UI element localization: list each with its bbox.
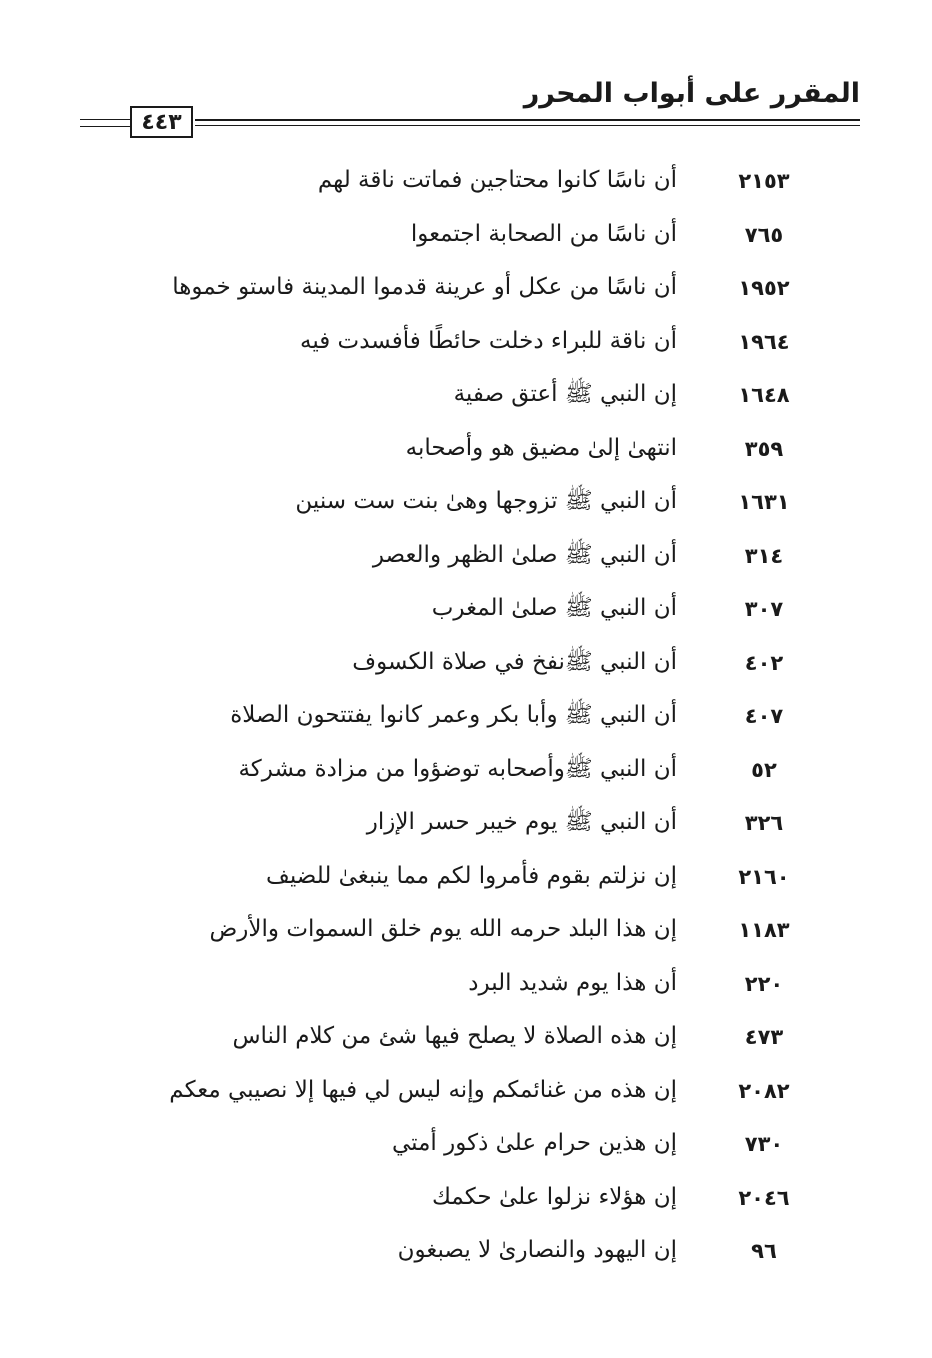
hadith-text: أن ناسًا من الصحابة اجتمعوا	[410, 220, 677, 247]
hadith-text: أن النبي ﷺ صلىٰ الظهر والعصر	[372, 541, 677, 568]
hadith-text: إن نزلتم بقوم فأمروا لكم مما ينبغىٰ للضيف	[266, 862, 677, 889]
hadith-text: أن النبي ﷺوأصحابه توضؤوا من مزادة مشركة	[238, 755, 677, 782]
index-row	[0, 425, 932, 479]
index-row	[0, 692, 932, 746]
index-row	[0, 478, 932, 532]
index-row	[0, 1227, 932, 1281]
hadith-number: ٣٥٩	[744, 436, 784, 461]
index-row	[0, 960, 932, 1014]
hadith-number: ١١٨٣	[738, 918, 790, 942]
index-row	[0, 1120, 932, 1174]
index-row	[0, 1174, 932, 1228]
header-rule-left-top	[80, 119, 130, 120]
hadith-number: ٢٠٤٦	[738, 1185, 790, 1210]
index-row	[0, 157, 932, 211]
hadith-text: إن النبي ﷺ أعتق صفية	[453, 381, 677, 407]
hadith-number: ١٩٦٤	[738, 329, 790, 354]
hadith-index-list	[0, 157, 932, 1281]
hadith-number: ٣١٤	[744, 543, 784, 568]
hadith-text: انتهىٰ إلىٰ مضيق هو وأصحابه	[405, 434, 677, 461]
index-row	[0, 746, 932, 800]
hadith-text: أن ناسًا من عكل أو عرينة قدموا المدينة فاستو خموها	[172, 274, 677, 300]
hadith-text: أن ناقة للبراء دخلت حائطًا فأفسدت فيه	[299, 327, 677, 354]
header-rule-thin	[195, 125, 860, 126]
hadith-number: ٢١٦٠	[738, 864, 790, 889]
hadith-number: ١٦٤٨	[738, 383, 790, 407]
index-row	[0, 799, 932, 853]
hadith-text: إن هذه من غنائمكم وإنه ليس لي فيها إلا نصيبي معكم	[169, 1076, 677, 1103]
header-rule-left-bottom	[80, 126, 130, 127]
hadith-number: ٥٢	[751, 757, 777, 782]
hadith-number: ٤٠٧	[744, 704, 784, 728]
index-row	[0, 906, 932, 960]
hadith-number: ٩٦	[751, 1239, 777, 1263]
index-row	[0, 211, 932, 265]
hadith-text: إن هؤلاء نزلوا علىٰ حكمك	[432, 1183, 677, 1210]
hadith-text: أن النبي ﷺنفخ في صلاة الكسوف	[352, 648, 677, 675]
hadith-text: أن النبي ﷺ يوم خيبر حسر الإزار	[366, 809, 677, 835]
hadith-text: إن هذه الصلاة لا يصلح فيها شئ من كلام الناس	[232, 1023, 677, 1049]
hadith-text: إن اليهود والنصارىٰ لا يصبغون	[397, 1237, 677, 1263]
index-row	[0, 532, 932, 586]
index-row	[0, 639, 932, 693]
index-row	[0, 318, 932, 372]
hadith-number: ٢٠٨٢	[738, 1078, 790, 1103]
hadith-text: أن النبي ﷺ تزوجها وهىٰ بنت ست سنين	[295, 488, 677, 514]
hadith-number: ٤٧٣	[744, 1025, 784, 1049]
index-row	[0, 264, 932, 318]
index-row	[0, 371, 932, 425]
hadith-number: ٤٠٢	[744, 650, 784, 675]
hadith-number: ٢٢٠	[744, 971, 784, 996]
hadith-number: ١٦٣١	[738, 490, 790, 514]
hadith-number: ١٩٥٢	[738, 276, 790, 300]
running-head-title: المقرر على أبواب المحرر	[523, 78, 860, 109]
hadith-number: ٧٣٠	[744, 1132, 784, 1156]
page-number: ٤٤٣	[130, 106, 193, 138]
hadith-number: ٢١٥٣	[738, 169, 790, 193]
hadith-text: إن هذا البلد حرمه الله يوم خلق السموات والأرض	[209, 916, 677, 942]
hadith-number: ٣٠٧	[744, 597, 784, 621]
hadith-number: ٧٦٥	[744, 222, 784, 247]
index-row	[0, 1067, 932, 1121]
hadith-text: أن هذا يوم شديد البرد	[468, 969, 677, 996]
index-row	[0, 853, 932, 907]
hadith-text: أن النبي ﷺ صلىٰ المغرب	[431, 595, 677, 621]
hadith-text: أن ناسًا كانوا محتاجين فماتت ناقة لهم	[317, 167, 677, 193]
hadith-number: ٣٢٦	[744, 811, 784, 835]
hadith-text: أن النبي ﷺ وأبا بكر وعمر كانوا يفتتحون الصلاة	[230, 702, 677, 728]
header-rule-thick	[195, 119, 860, 121]
index-row	[0, 585, 932, 639]
hadith-text: إن هذين حرام علىٰ ذكور أمتي	[392, 1130, 677, 1156]
index-row	[0, 1013, 932, 1067]
